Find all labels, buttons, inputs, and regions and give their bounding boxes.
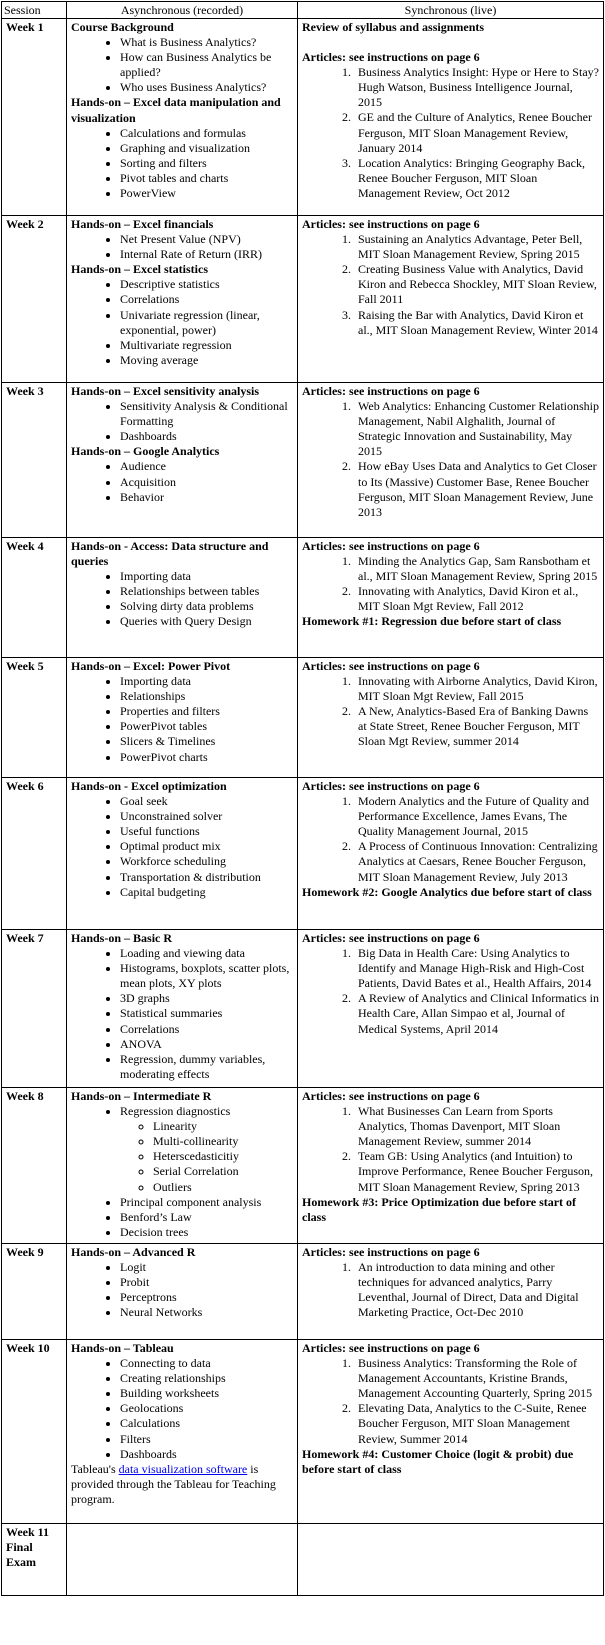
topic-item: • Loading and viewing data xyxy=(120,946,293,961)
async-cell xyxy=(67,1244,298,1340)
articles-heading: Articles: see instructions on page 6 xyxy=(302,217,480,231)
topic-list xyxy=(71,399,293,444)
week-label: Week 11 Final Exam xyxy=(2,1524,67,1596)
sync-cell xyxy=(298,538,604,658)
article-item: 1. An introduction to data mining and other techniques for advanced analytics, Parry Leventhal, Journal of Direct, Data and Digital Marketing Practice, Oct-Dec 2010 xyxy=(354,1260,599,1320)
homework-note: Homework #4: Customer Choice (logit & probit) due before start of class xyxy=(302,1446,574,1476)
article-list xyxy=(302,946,599,1037)
topic-list xyxy=(71,1104,293,1240)
topic-item: • Descriptive statistics xyxy=(120,277,293,292)
topic-item: • Histograms, boxplots, scatter plots, mean plots, XY plots xyxy=(120,961,293,991)
week-label: Week 4 xyxy=(2,538,67,658)
topic-item: • Perceptrons xyxy=(120,1290,293,1305)
topic-item: • Building worksheets xyxy=(120,1386,293,1401)
article-list xyxy=(302,1104,599,1195)
subtopic-item: ◦ Multi-collinearity xyxy=(153,1134,293,1149)
topic-list xyxy=(71,794,293,900)
articles-heading: Articles: see instructions on page 6 xyxy=(302,1341,480,1355)
week-label: Week 9 xyxy=(2,1244,67,1340)
topic-item: • Filters xyxy=(120,1432,293,1447)
week-label: Week 1 xyxy=(2,19,67,216)
topic-list xyxy=(71,1356,293,1462)
topic-item: • Pivot tables and charts xyxy=(120,171,293,186)
topic-item: • Sorting and filters xyxy=(120,156,293,171)
week-label: Week 8 xyxy=(2,1088,67,1244)
sync-cell xyxy=(298,658,604,778)
topic-item-label: Regression diagnostics xyxy=(120,1104,231,1119)
article-item: 1. Business Analytics: Transforming the Role of Management Accountants, Kristine Brands, Management Accounting Quarterly, Spring 2015 xyxy=(354,1356,599,1401)
course-schedule-table xyxy=(1,1,604,1596)
topic-item: • 3D graphs xyxy=(120,991,293,1006)
topic-item: • Slicers & Timelines xyxy=(120,734,293,749)
async-cell xyxy=(67,1088,298,1244)
topic-item: • ANOVA xyxy=(120,1037,293,1052)
topic-item: • Audience xyxy=(120,459,293,474)
topic-item: • Capital budgeting xyxy=(120,885,293,900)
week-label: Week 6 xyxy=(2,778,67,930)
section-heading: Hands-on – Excel statistics xyxy=(71,262,209,277)
week-6-row xyxy=(2,778,604,930)
article-item: 1. Modern Analytics and the Future of Quality and Performance Excellence, James Evans, The Quality Management Journal, 2015 xyxy=(354,794,599,839)
topic-item: • PowerPivot charts xyxy=(120,750,293,765)
article-item: 2. A Review of Analytics and Clinical Informatics in Health Care, Allan Simpao et al, Journal of Medical Systems, April 2014 xyxy=(354,991,599,1036)
article-list xyxy=(302,674,599,749)
article-item: 3. Raising the Bar with Analytics, David Kiron et al., MIT Sloan Management Review, Winter 2014 xyxy=(354,308,599,338)
subtopic-item: ◦ Heterscedasticitiy xyxy=(153,1149,293,1164)
topic-item: • Unconstrained solver xyxy=(120,809,293,824)
week-label: Week 10 xyxy=(2,1340,67,1524)
article-item: 2. Creating Business Value with Analytics, David Kiron and Rebecca Shockley, MIT Sloan Review, Fall 2011 xyxy=(354,262,599,307)
async-cell xyxy=(67,216,298,383)
topic-item: • Properties and filters xyxy=(120,704,293,719)
week-3-row xyxy=(2,383,604,538)
topic-item: • Multivariate regression xyxy=(120,338,293,353)
week-label: Week 5 xyxy=(2,658,67,778)
week-label: Week 3 xyxy=(2,383,67,538)
topic-item: • Dashboards xyxy=(120,429,293,444)
week-5-row xyxy=(2,658,604,778)
topic-item: • Decision trees xyxy=(120,1225,293,1240)
article-item: 1. Minding the Analytics Gap, Sam Ransbotham et al., MIT Sloan Management Review, Spring 2015 xyxy=(354,554,599,584)
async-cell xyxy=(67,1340,298,1524)
article-list xyxy=(302,554,599,614)
articles-heading: Articles: see instructions on page 6 xyxy=(302,384,480,398)
topic-item: • Dashboards xyxy=(120,1447,293,1462)
articles-heading: Articles: see instructions on page 6 xyxy=(302,1089,480,1103)
article-list xyxy=(302,65,599,201)
topic-item: • Benford’s Law xyxy=(120,1210,293,1225)
homework-note: Homework #1: Regression due before start of class xyxy=(302,614,562,629)
topic-item: • Goal seek xyxy=(120,794,293,809)
section-heading: Hands-on - Access: Data structure and queries xyxy=(71,539,269,569)
article-item: 1. Innovating with Airborne Analytics, David Kiron, MIT Sloan Mgt Review, Fall 2015 xyxy=(354,674,599,704)
topic-item: • Logit xyxy=(120,1260,293,1275)
async-cell xyxy=(67,19,298,216)
topic-item: • Queries with Query Design xyxy=(120,614,293,629)
week-11-row xyxy=(2,1524,604,1596)
article-item: 2. A New, Analytics-Based Era of Banking Dawns at State Street, Renee Boucher Ferguson, MIT Sloan Mgt Review, summer 2014 xyxy=(354,704,599,749)
section-heading: Hands-on – Google Analytics xyxy=(71,444,220,459)
homework-note: Homework #2: Google Analytics due before start of class xyxy=(302,884,592,899)
async-cell xyxy=(67,1524,298,1596)
topic-item: • Acquisition xyxy=(120,475,293,490)
topic-list xyxy=(71,232,293,262)
subtopic-item: ◦ Outliers xyxy=(153,1180,293,1195)
sync-cell xyxy=(298,1524,604,1596)
tableau-note-post: is provided through the Tableau for Teaching program. xyxy=(71,1461,276,1506)
week-9-row xyxy=(2,1244,604,1340)
article-item: 3. Location Analytics: Bringing Geography Back, Renee Boucher Ferguson, MIT Sloan Management Review, Oct 2012 xyxy=(354,156,599,201)
article-item: 2. Innovating with Analytics, David Kiron et al., MIT Sloan Mgt Review, Fall 2012 xyxy=(354,584,599,614)
section-heading: Hands-on – Advanced R xyxy=(71,1245,196,1259)
week-2-row xyxy=(2,216,604,383)
article-item: 1. Sustaining an Analytics Advantage, Peter Bell, MIT Sloan Management Review, Spring 2015 xyxy=(354,232,599,262)
article-item: 1. Web Analytics: Enhancing Customer Relationship Management, Nabil Alghalith, Journal of Strategic Innovation and Sustainability, May 2015 xyxy=(354,399,599,459)
article-item: 2. Team GB: Using Analytics (and Intuition) to Improve Performance, Renee Boucher Ferguson, MIT Sloan Management Review, Spring 2013 xyxy=(354,1149,599,1194)
articles-heading: Articles: see instructions on page 6 xyxy=(302,659,480,673)
topic-item: • Correlations xyxy=(120,1022,293,1037)
topic-item: • Sensitivity Analysis & Conditional Formatting xyxy=(120,399,293,429)
article-list xyxy=(302,794,599,885)
article-item: 1. Business Analytics Insight: Hype or Here to Stay? Hugh Watson, Business Intelligence Journal, 2015 xyxy=(354,65,599,110)
session-header: Session xyxy=(2,2,67,19)
sync-header: Synchronous (live) xyxy=(298,2,604,19)
topic-list xyxy=(71,1260,293,1320)
topic-list xyxy=(71,459,293,504)
topic-item: • Statistical summaries xyxy=(120,1006,293,1021)
sync-cell xyxy=(298,383,604,538)
section-heading: Hands-on – Excel financials xyxy=(71,217,214,231)
topic-item: • Optimal product mix xyxy=(120,839,293,854)
sync-cell xyxy=(298,216,604,383)
topic-item: • Univariate regression (linear, exponential, power) xyxy=(120,308,293,338)
async-cell xyxy=(67,383,298,538)
topic-item: • Calculations and formulas xyxy=(120,126,293,141)
topic-list xyxy=(71,277,293,368)
article-item: 2. Elevating Data, Analytics to the C-Suite, Renee Boucher Ferguson, MIT Sloan Management Review, Summer 2014 xyxy=(354,1401,599,1446)
topic-item: • What is Business Analytics? xyxy=(120,35,293,50)
topic-item: • Behavior xyxy=(120,490,293,505)
topic-item: • PowerView xyxy=(120,186,293,201)
sync-cell xyxy=(298,19,604,216)
topic-item: • Moving average xyxy=(120,353,293,368)
articles-heading: Articles: see instructions on page 6 xyxy=(302,931,480,945)
article-item: 1. What Businesses Can Learn from Sports Analytics, Thomas Davenport, MIT Sloan Management Review, summer 2014 xyxy=(354,1104,599,1149)
article-list xyxy=(302,1260,599,1320)
section-heading: Hands-on – Intermediate R xyxy=(71,1089,212,1103)
topic-list xyxy=(71,946,293,1082)
article-list xyxy=(302,232,599,338)
topic-item: • Workforce scheduling xyxy=(120,854,293,869)
subtopic-item: ◦ Serial Correlation xyxy=(153,1164,293,1179)
week-label: Week 2 xyxy=(2,216,67,383)
topic-item xyxy=(120,1104,293,1195)
topic-list xyxy=(71,126,293,201)
sync-cell xyxy=(298,778,604,930)
topic-item: • Connecting to data xyxy=(120,1356,293,1371)
topic-item: • Principal component analysis xyxy=(120,1195,293,1210)
data-visualization-software-link[interactable]: data visualization software xyxy=(118,1461,248,1476)
homework-note: Homework #3: Price Optimization due before start of class xyxy=(302,1194,577,1224)
tableau-note xyxy=(71,1462,293,1507)
week-7-row xyxy=(2,930,604,1088)
article-item: 1. Big Data in Health Care: Using Analytics to Identify and Manage High-Risk and High-Cost Patients, David Bates et al., Health Affairs, 2014 xyxy=(354,946,599,991)
sync-cell xyxy=(298,1088,604,1244)
topic-item: • Useful functions xyxy=(120,824,293,839)
week-1-row xyxy=(2,19,604,216)
topic-item: • Correlations xyxy=(120,292,293,307)
topic-item: • Transportation & distribution xyxy=(120,870,293,885)
topic-item: • Solving dirty data problems xyxy=(120,599,293,614)
sync-cell xyxy=(298,1244,604,1340)
topic-item: • Importing data xyxy=(120,569,293,584)
tableau-note-pre: Tableau's xyxy=(71,1461,119,1476)
topic-item: • Relationships xyxy=(120,689,293,704)
topic-item: • Probit xyxy=(120,1275,293,1290)
week-10-row xyxy=(2,1340,604,1524)
section-heading: Hands-on – Basic R xyxy=(71,931,173,945)
topic-item: • Who uses Business Analytics? xyxy=(120,80,293,95)
articles-heading: Articles: see instructions on page 6 xyxy=(302,50,480,65)
article-item: 2. GE and the Culture of Analytics, Renee Boucher Ferguson, MIT Sloan Management Review, January 2014 xyxy=(354,110,599,155)
topic-list xyxy=(71,569,293,629)
article-item: 2. A Process of Continuous Innovation: Centralizing Analytics at Caesars, Renee Boucher Ferguson, MIT Sloan Management Review, July 2013 xyxy=(354,839,599,884)
section-heading: Hands-on - Excel optimization xyxy=(71,779,227,793)
topic-item: • Neural Networks xyxy=(120,1305,293,1320)
section-heading: Hands-on – Excel: Power Pivot xyxy=(71,659,231,673)
article-list xyxy=(302,399,599,520)
review-heading: Review of syllabus and assignments xyxy=(302,20,485,34)
section-heading: Hands-on – Excel data manipulation and visualization xyxy=(71,95,281,125)
topic-item: • Regression, dummy variables, moderating effects xyxy=(120,1052,293,1082)
subtopic-item: ◦ Linearity xyxy=(153,1119,293,1134)
topic-item: • Net Present Value (NPV) xyxy=(120,232,293,247)
topic-item: • PowerPivot tables xyxy=(120,719,293,734)
section-heading: Hands-on – Tableau xyxy=(71,1341,174,1355)
topic-item: • Calculations xyxy=(120,1416,293,1431)
week-label: Week 7 xyxy=(2,930,67,1088)
async-cell xyxy=(67,778,298,930)
topic-item: • Internal Rate of Return (IRR) xyxy=(120,247,293,262)
topic-item: • How can Business Analytics be applied? xyxy=(120,50,293,80)
sync-cell xyxy=(298,1340,604,1524)
articles-heading: Articles: see instructions on page 6 xyxy=(302,779,480,793)
week-4-row xyxy=(2,538,604,658)
async-cell xyxy=(67,930,298,1088)
topic-item: • Creating relationships xyxy=(120,1371,293,1386)
section-heading: Course Background xyxy=(71,20,174,34)
topic-item: • Importing data xyxy=(120,674,293,689)
topic-item: • Graphing and visualization xyxy=(120,141,293,156)
topic-list xyxy=(71,674,293,765)
section-heading: Hands-on – Excel sensitivity analysis xyxy=(71,384,260,398)
header-row xyxy=(2,2,604,19)
articles-heading: Articles: see instructions on page 6 xyxy=(302,1245,480,1259)
async-header: Asynchronous (recorded) xyxy=(67,2,298,19)
article-list xyxy=(302,1356,599,1447)
topic-item: • Relationships between tables xyxy=(120,584,293,599)
topic-list xyxy=(71,35,293,95)
async-cell xyxy=(67,538,298,658)
async-cell xyxy=(67,658,298,778)
week-8-row xyxy=(2,1088,604,1244)
article-item: 2. How eBay Uses Data and Analytics to Get Closer to Its (Massive) Customer Base, Renee Boucher Ferguson, MIT Sloan Management Review, June 2013 xyxy=(354,459,599,519)
sync-cell xyxy=(298,930,604,1088)
topic-item: • Geolocations xyxy=(120,1401,293,1416)
subtopic-list xyxy=(120,1119,293,1194)
articles-heading: Articles: see instructions on page 6 xyxy=(302,539,480,553)
